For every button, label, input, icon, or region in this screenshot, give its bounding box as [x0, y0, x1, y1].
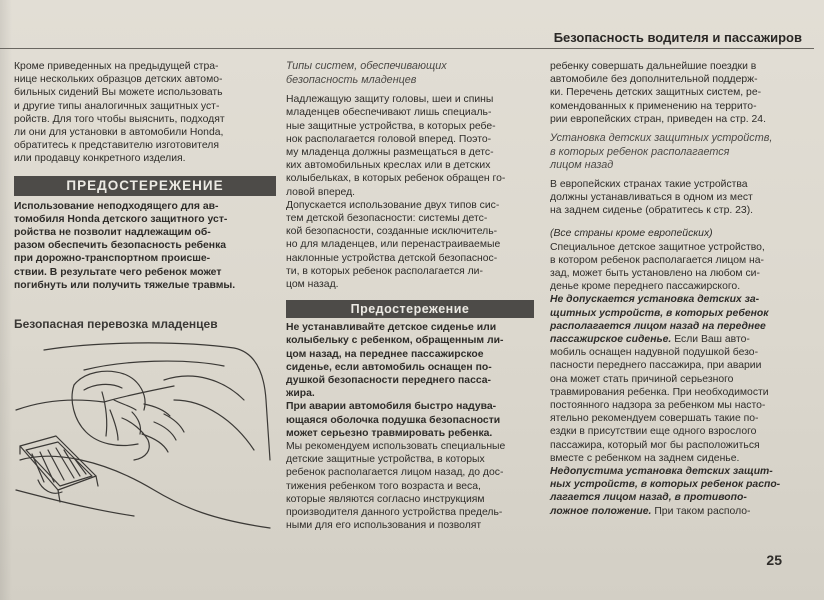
header-rule: [0, 48, 814, 49]
warning-heading-2: Предостережение: [286, 300, 534, 318]
column-2: [286, 60, 534, 532]
col2-warning-bold1: Не устанавливайте детское сиденье или колыбельку с ребенком, обращенным ли- цом назад, на переднее пассажирское сиденье, если автомобиль оснащен по- душкой безопасности переднего пасса- жира.: [286, 322, 504, 400]
col3-para3: Специальное детское защитное устройство, в котором ребенок располагается лицом на- зад, может быть установлено на любом си- денье кроме переднего пассажирского.: [550, 241, 765, 293]
spine-shadow: [0, 0, 12, 600]
col2-para2: Допускается использование двух типов сис- тем детской безопасности: системы детс- кой безопасности, созданные исключитель- но для младенцев, или перенастраиваемые наклонные устройства детской безопаснос- ти, в которых ребенок располагается ли- цом назад.: [286, 199, 501, 291]
col3-subheading: Установка детских защитных устройств, в которых ребенок располагается лицом назад: [550, 132, 773, 172]
col2-warning-bold2: При аварии автомобиля быстро надува- ющаяся оболочка подушка безопасности может серьезно травмировать ребенка.: [286, 401, 501, 439]
page-number: 25: [766, 552, 782, 568]
col3-bold-italic-2: Недопустима установка детских защит- ных устройств, в которых ребенок распо- лагается лицом назад, в противопо- ложное положение. При таком располо-: [550, 466, 781, 517]
col3-para4: мобиль оснащен надувной подушкой безо- пасности переднего пассажира, при аварии она может стать причиной серьезного травмирования ребенка. При необходимости постоянного надзора за ребенком мы насто- ятельно рекомендуем совершать такие по- ездки в присутствии еще одного взрослого пассажира, который мог бы расположиться вместе с ребенком на заднем сиденье.: [550, 347, 769, 464]
warning-heading-1: ПРЕДОСТЕРЕЖЕНИЕ: [14, 176, 276, 196]
page-header-title: Безопасность водителя и пассажиров: [553, 30, 802, 45]
col3-para2: В европейских странах такие устройства должны устанавливаться в одном из мест на заднем сиденье (обратитесь к стр. 23).: [550, 178, 754, 217]
col3-para1: ребенку совершать дальнейшие поездки в автомобиле без дополнительной поддерж- ки. Перечень детских защитных систем, ре- комендованных к применению на террито- рии европейских стран, приведен на стр. 24.: [550, 61, 766, 125]
col2-subheading: Типы систем, обеспечивающих безопасность младенцев: [286, 60, 447, 86]
infant-seat-illustration: [14, 340, 272, 540]
col3-bold-italic-1: Не допускается установка детских за- щитных устройств, в которых ребенок располагается лицом назад на переднее пассажирское сиденье. Если Ваш авто-: [550, 294, 769, 346]
col3-note: (Все страны кроме европейских): [550, 228, 713, 240]
col2-para1: Надлежащую защиту головы, шеи и спины младенцев обеспечивают лишь специаль- ные защитные устройства, в которых ребе- нок располагается головой вперед. Поэто- му младенца должны размещаться в детс- ких автомобильных креслах или в детских колыбельках, в которых ребенок обращен го- ловой вперед.: [286, 94, 506, 198]
col1-intro: Кроме приведенных на предыдущей стра- нице нескольких образцов детских автомо- бильных сидений Вы можете использовать и другие типы аналогичных защитных уст- ройств. Для того чтобы выяснить, подходят ли они для установки в автомобили Honda, обратитесь к представителю изготовителя или продавцу конкретного изделия.: [14, 61, 225, 165]
column-1: [14, 60, 276, 331]
col2-para3: Мы рекомендуем использовать специальные детские защитные устройства, в которых ребенок располагается лицом назад, до дос- тижения ребенком того возраста и веса, которые являются согласно инструкциям производителя данного устройства предель- ными для его использования и позволят: [286, 441, 506, 532]
col1-warning-text: Использование неподходящего для ав- томобиля Honda детского защитного уст- ройства не позволит надлежащим об- разом обеспечить безопасность ребенка при дорожно-транспортном происше- ствии. В результате чего ребенок может погибнуть или получить тяжелые травмы.: [14, 200, 236, 291]
column-3: [550, 60, 812, 518]
section-heading-infants: Безопасная перевозка младенцев: [14, 317, 218, 332]
